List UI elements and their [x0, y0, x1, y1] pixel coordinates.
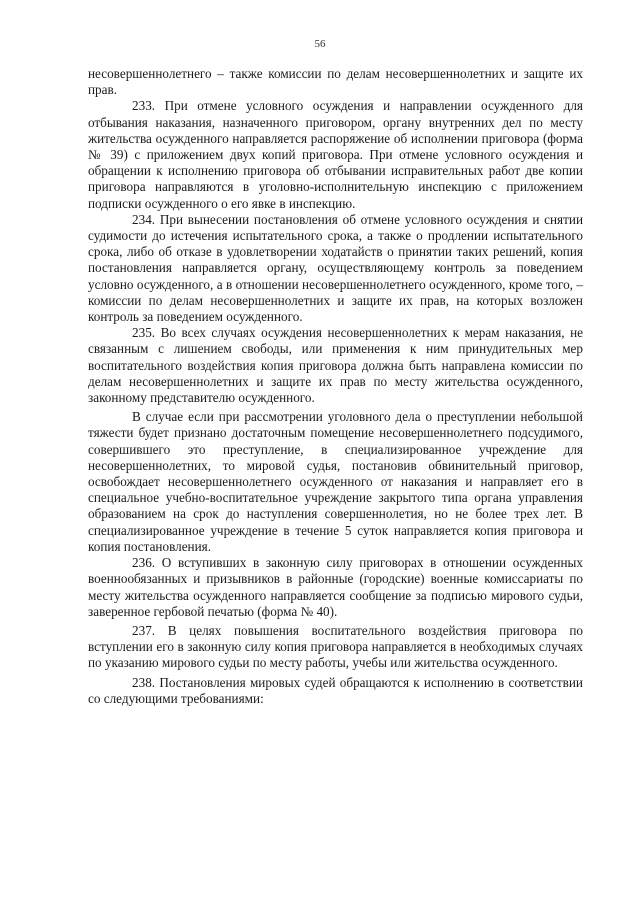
paragraph-continuation: несовершеннолетнего – также комиссии по делам несовершеннолетних и защите их прав. [88, 66, 583, 98]
paragraph-236: 236. О вступивших в законную силу приговорах в отношении осужденных военнообязанных и призывников в районные (городские) военные комиссариаты по месту жительства осужденного направляется сообщение за подписью мирового судьи, заверенное гербовой печатью (форма № 40). [88, 555, 583, 619]
paragraph-237: 237. В целях повышения воспитательного воздействия приговора по вступлении его в законную силу копия приговора направляется в необходимых случаях по указанию мирового судьи по месту работы, учебы или жительства осужденного. [88, 622, 583, 671]
paragraph-235: 235. Во всех случаях осуждения несовершеннолетних к мерам наказания, не связанным с лишением свободы, или применения к ним принудительных мер воспитательного воздействия копия приговора должна быть направлена комиссии по делам несовершеннолетних и защите их прав по месту жительства осужденного, законному представителю осужденного. [88, 325, 583, 406]
paragraph-234: 234. При вынесении постановления об отмене условного осуждения и снятии судимости до истечения испытательного срока, а также о продлении испытательного срока, либо об отказе в удовлетворении ходатайств о принятии таких решений, копия постановления направляется органу, осуществляющему контроль за поведением условно осужденного, а в отношении несовершеннолетнего осужденного, кроме того, – комиссии по делам несовершеннолетних и защите их прав, на которых возложен контроль за поведением осужденного. [88, 211, 583, 325]
paragraph-238: 238. Постановления мировых судей обращаются к исполнению в соответствии со следующими требованиями: [88, 674, 583, 706]
paragraph-233: 233. При отмене условного осуждения и направлении осужденного для отбывания наказания, назначенного приговором, органу внутренних дел по месту жительства осужденного направляется распоряжение об исполнении приговора (форма № 39) с приложением двух копий приговора. При отмене условного осуждения и обращении к исполнению приговора об отбывании исправительных работ две копии приговора направляются в уголовно-исполнительную инспекцию с приложением подписки осужденного о его явке в инспекцию. [88, 98, 583, 211]
page-number: 56 [314, 38, 326, 50]
document-body [88, 66, 583, 707]
paragraph-235-case: В случае если при рассмотрении уголовного дела о преступлении небольшой тяжести будет признано достаточным помещение несовершеннолетнего подсудимого, совершившего это преступление, в специализированное учреждение для несовершеннолетних, то мировой судья, постановив обвинительный приговор, освобождает несовершеннолетнего осужденного от наказания и направляет его в специальное учебно-воспитательное учреждение закрытого типа органа управления образованием на срок до наступления совершеннолетия, но не более трех лет. В специализированное учреждение в течение 5 суток направляется копия приговора и копия постановления. [88, 409, 583, 554]
